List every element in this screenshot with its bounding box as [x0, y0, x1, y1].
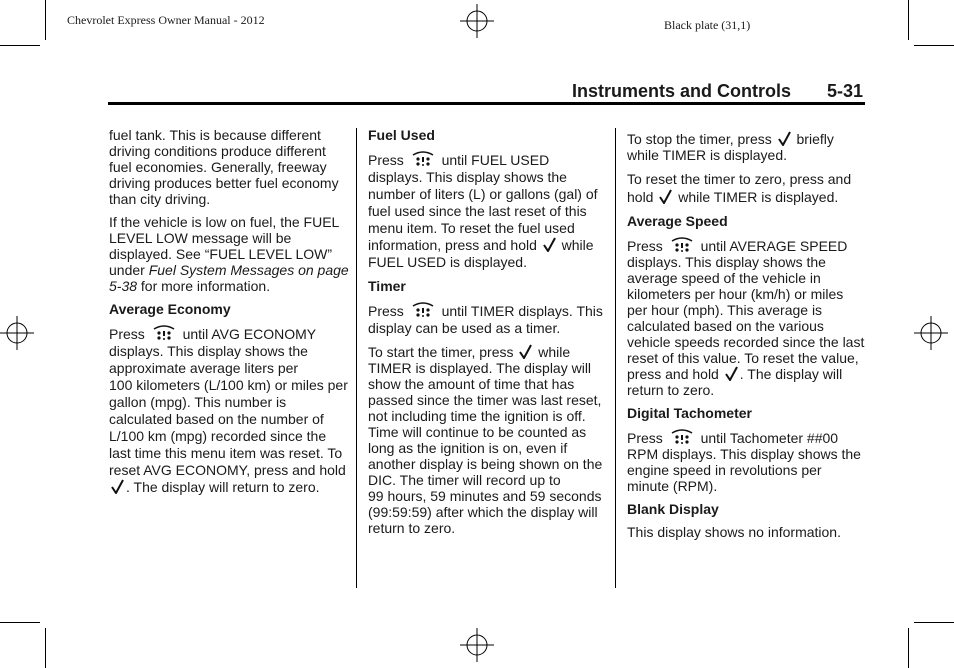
- heading-blank-display: Blank Display: [627, 501, 719, 517]
- plate-label: Black plate (31,1): [664, 18, 751, 32]
- heading-average-speed: Average Speed: [627, 213, 728, 229]
- column-divider: [615, 128, 616, 588]
- paragraph: To stop the timer, press briefly while TIMER is displayed.: [627, 131, 834, 163]
- vehicle-info-menu-icon: [410, 301, 436, 318]
- page-number: 5-31: [827, 81, 864, 101]
- paragraph: Press until TIMER displays. This display can be used as a timer.: [368, 303, 603, 336]
- crop-mark: [908, 628, 909, 668]
- registration-mark-icon: [460, 628, 494, 662]
- checkmark-select-icon: [725, 366, 738, 381]
- paragraph: To start the timer, press while TIMER is displayed. The display will show the amount of time that has passed since the timer was last reset, not including time the ignition is off. Time will continue to be counted as long as the ignition is on, even if another display is being shown on the DIC. The timer will record up to 99 hours, 59 minutes and 59 seconds (99:59:59) after which the display will return to zero.: [368, 344, 603, 536]
- section-title: Instruments and Controls: [572, 81, 792, 101]
- paragraph: Press until AVERAGE SPEED displays. This display shows the average speed of the vehicle in kilometers per hour (km/h) or miles per hour (mph). This average is calculated based on the various vehicle speeds recorded since the last reset of this value. To reset the value, press and hold . The display will return to zero.: [627, 238, 865, 398]
- crop-mark: [45, 0, 46, 40]
- manual-title: Chevrolet Express Owner Manual - 2012: [67, 13, 265, 27]
- vehicle-info-menu-icon: [151, 324, 177, 341]
- paragraph: Press until Tachometer ##00 RPM displays. This display shows the engine speed in revolutions per minute (RPM).: [627, 430, 861, 494]
- registration-mark-icon: [460, 4, 494, 38]
- registration-mark-icon: [0, 316, 34, 350]
- crop-mark: [45, 628, 46, 668]
- registration-mark-icon: [914, 316, 948, 350]
- heading-digital-tachometer: Digital Tachometer: [627, 405, 752, 421]
- checkmark-select-icon: [543, 237, 556, 252]
- vehicle-info-menu-icon: [669, 428, 695, 445]
- crop-mark: [0, 45, 40, 46]
- column-1: [109, 127, 349, 503]
- paragraph: Press until AVG ECONOMY displays. This display shows the approximate average liters per 100 kilometers (L/100 km) or miles per gallon (mpg). This number is calculated based on the number of L/100 km (mpg) recorded since the last time this menu item was reset. To reset AVG ECONOMY, press and hold . The display will return to zero.: [109, 326, 348, 495]
- crop-mark: [0, 622, 40, 623]
- crop-mark: [914, 45, 954, 46]
- checkmark-select-icon: [111, 479, 124, 494]
- crop-mark: [914, 622, 954, 623]
- paragraph: If the vehicle is low on fuel, the FUEL LEVEL LOW message will be displayed. See “FUEL LEVEL LOW” under Fuel System Messages on page 5-38 for more information.: [109, 214, 349, 294]
- checkmark-select-icon: [659, 189, 672, 204]
- checkmark-select-icon: [778, 131, 791, 146]
- paragraph: Press until FUEL USED displays. This display shows the number of liters (L) or gallons (gal) of fuel used since the last reset of this menu item. To reset the fuel used information, press and hold while FUEL USED is displayed.: [368, 152, 598, 270]
- checkmark-select-icon: [519, 344, 532, 359]
- vehicle-info-menu-icon: [669, 236, 695, 253]
- paragraph: fuel tank. This is because different driving conditions produce different fuel economies. Generally, freeway driving produces better fuel economy than city driving.: [109, 127, 339, 207]
- heading-timer: Timer: [368, 278, 406, 294]
- column-2: [368, 127, 606, 543]
- heading-fuel-used: Fuel Used: [368, 127, 435, 143]
- paragraph: This display shows no information.: [627, 524, 841, 540]
- paragraph: To reset the timer to zero, press and hold while TIMER is displayed.: [627, 171, 852, 205]
- cross-reference: Fuel System Messages on page 5-38: [109, 262, 349, 294]
- heading-average-economy: Average Economy: [109, 301, 231, 317]
- crop-mark: [908, 0, 909, 40]
- vehicle-info-menu-icon: [410, 150, 436, 167]
- header-rule: [108, 102, 865, 105]
- column-3: [627, 131, 867, 547]
- column-divider: [356, 128, 357, 588]
